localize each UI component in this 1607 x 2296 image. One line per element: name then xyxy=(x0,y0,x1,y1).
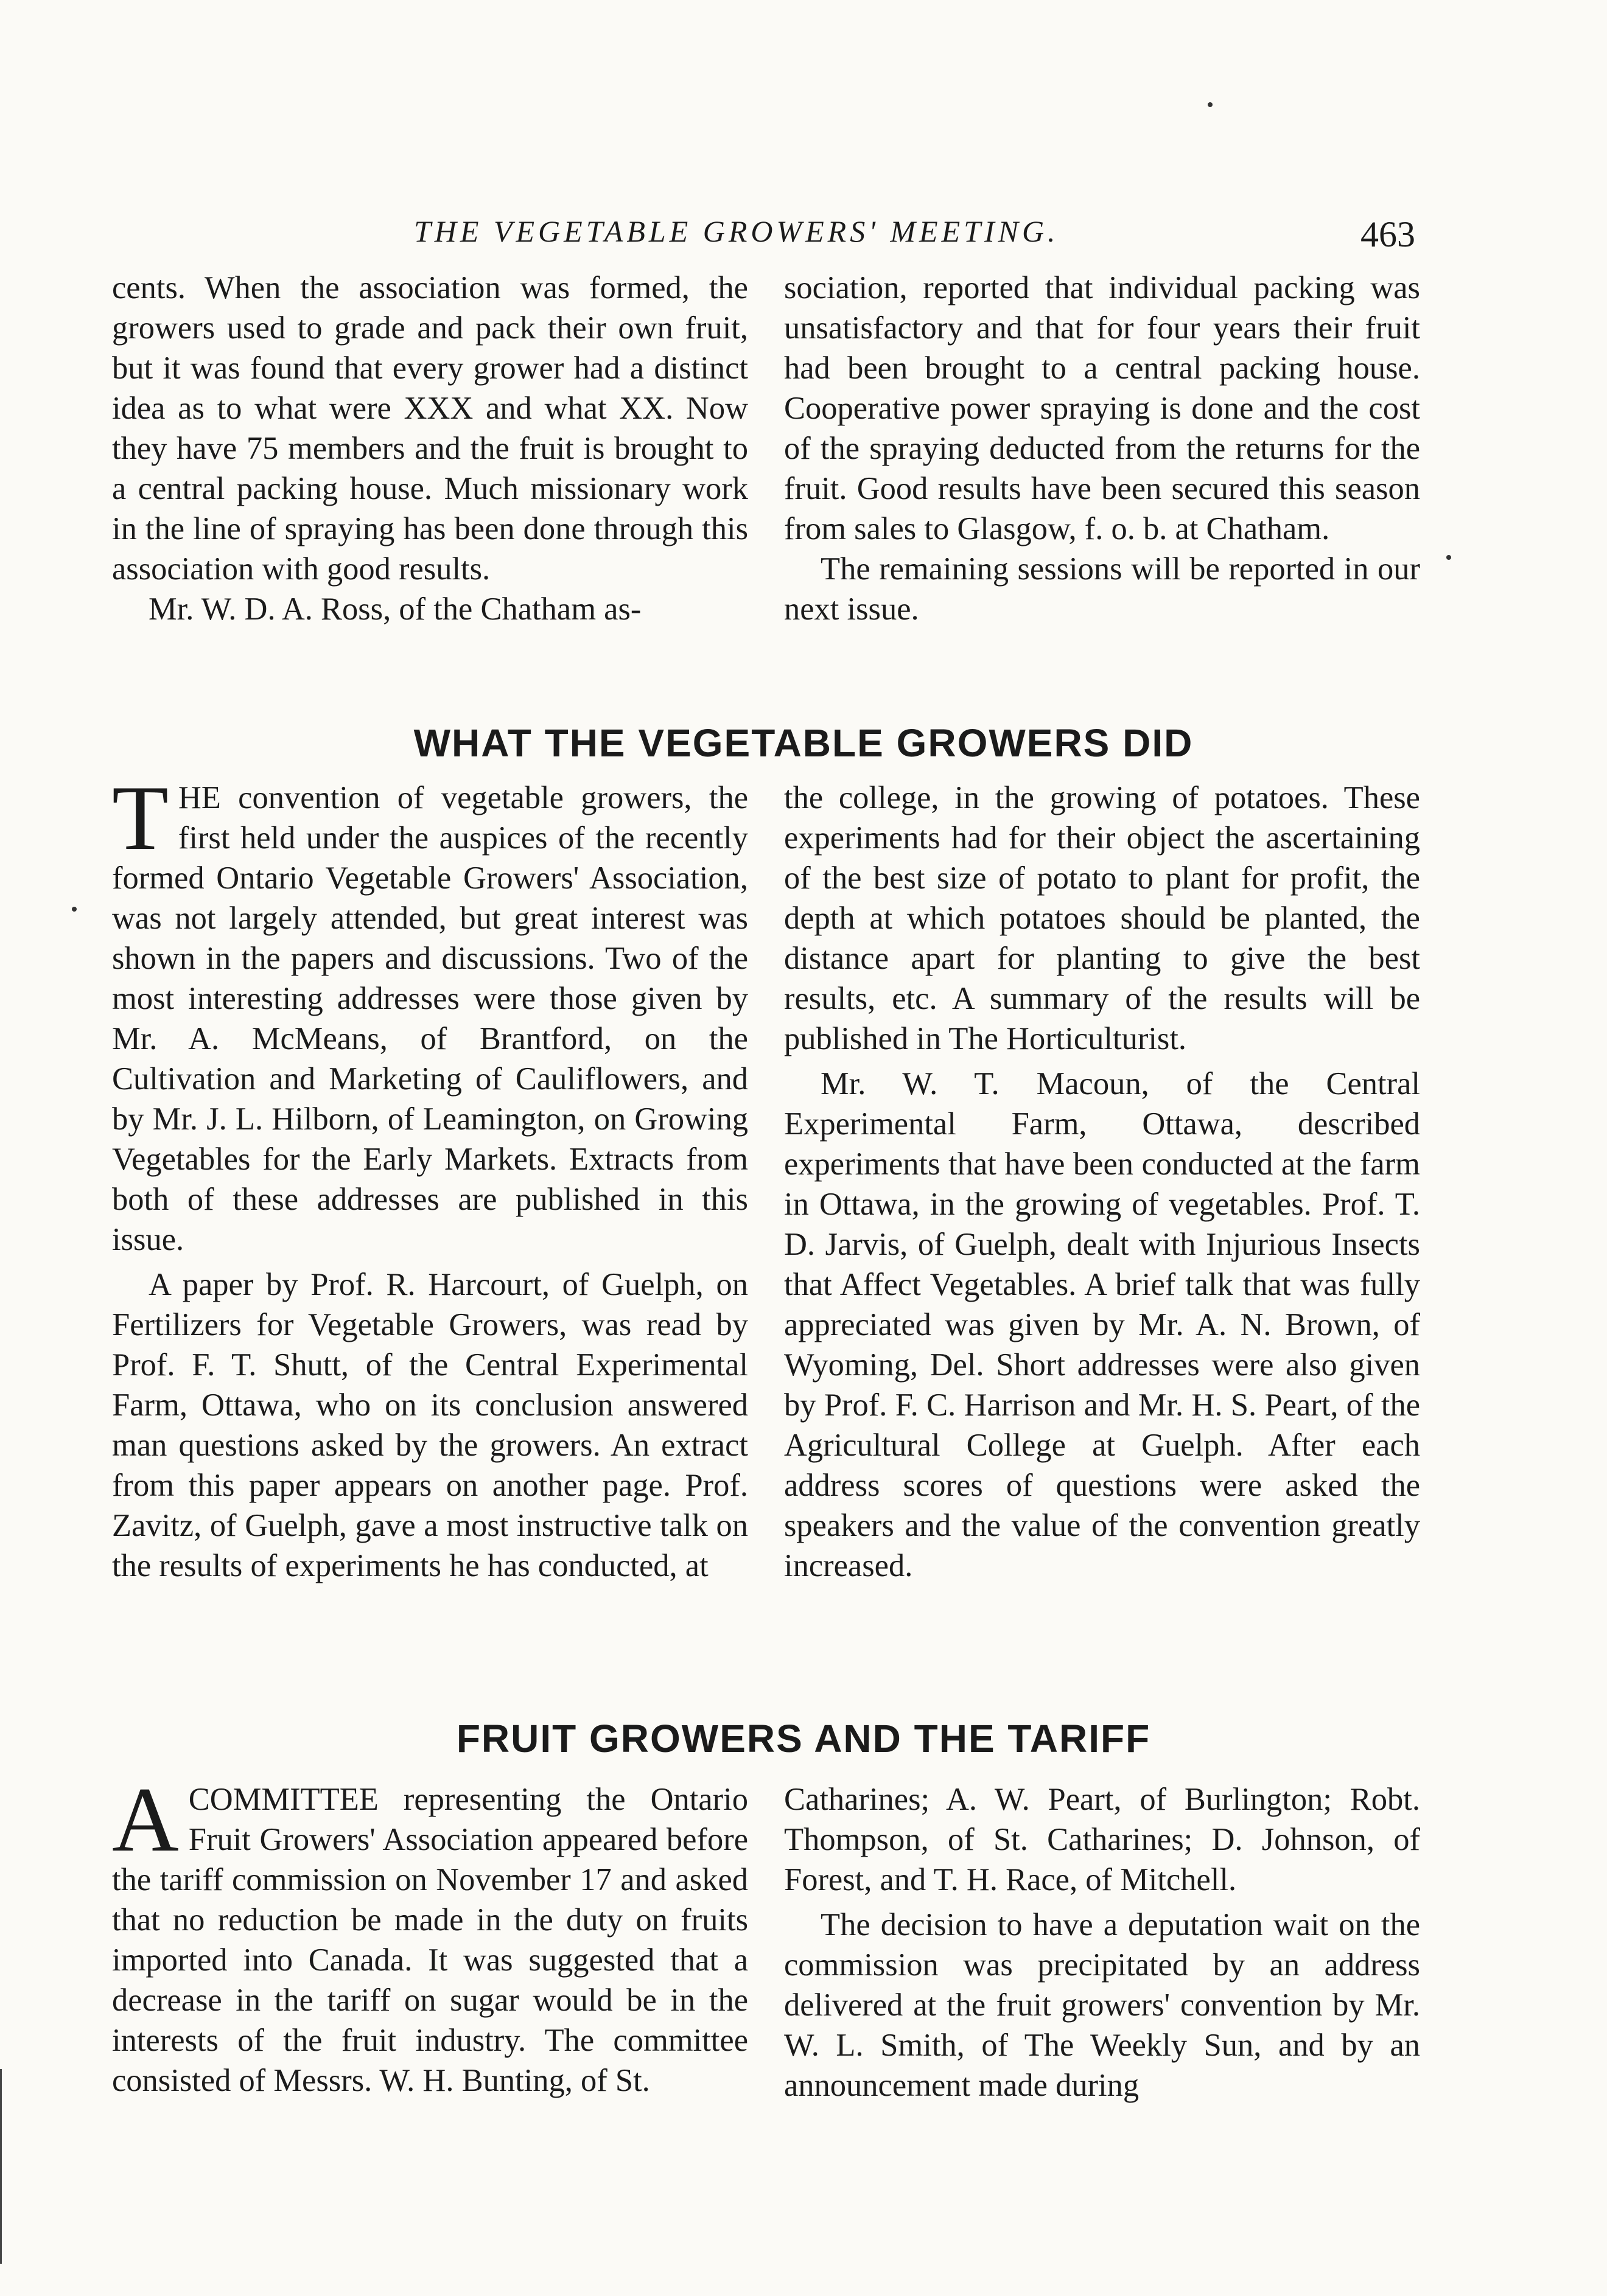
scan-speck xyxy=(1208,102,1213,107)
paragraph: The decision to have a deputation wait on the commission was precipitated by an address delivered at the fruit growers' convention by Mr. W. L. Smith, of The Weekly Sun, and by an announcement made during xyxy=(784,1907,1420,2103)
running-head xyxy=(0,207,1607,256)
paragraph: The remaining sessions will be reported in our next issue. xyxy=(784,551,1420,627)
paragraph: A paper by Prof. R. Harcourt, of Guelph, on Fertilizers for Vegetable Growers, was read by Prof. F. T. Shutt, of the Central Experimental Farm, Ottawa, who on its conclusion answered man questions asked by the growers. An extract from this paper appears on another page. Prof. Zavitz, of Guelph, gave a most instructive talk on the results of experiments he has conducted, at xyxy=(112,1267,748,1583)
paragraph-text: HE convention of vegetable growers, the first held under the auspices of the recently formed Ontario Vegetable Growers' Association, was not largely attended, but great interest was shown in the papers and discussions. Two of the most interesting addresses were those given by Mr. A. McMeans, of Brantford, on the Cultivation and Marketing of Cauliflowers, and by Mr. J. L. Hilborn, of Leamington, on Growing Vegetables for the Early Markets. Extracts from both of these addresses are published in this issue. xyxy=(112,780,748,1257)
continuation-right-column xyxy=(784,268,1420,629)
article2-right-column xyxy=(784,1779,1420,2106)
article1-right-column xyxy=(784,778,1420,1586)
paragraph: sociation, reported that individual packing was unsatisfactory and that for four years their fruit had been brought to a central packing house. Cooperative power spraying is done and the cost of the spraying deducted from the returns for the fruit. Good results have been secured this season from sales to Glasgow, f. o. b. at Chatham. xyxy=(784,270,1420,546)
scan-speck xyxy=(1446,555,1451,560)
running-title: THE VEGETABLE GROWERS' MEETING. xyxy=(414,214,1059,248)
paragraph-text: COMMITTEE representing the Ontario Fruit Growers' Association appeared before the tariff commission on November 17 and asked that no reduction be made in the duty on fruits imported into Canada. It was suggested that a decrease in the tariff on sugar would be in the interests of the fruit industry. The committee consisted of Messrs. W. H. Bunting, of St. xyxy=(112,1782,748,2098)
paragraph: Mr. W. D. A. Ross, of the Chatham as- xyxy=(149,591,642,627)
continuation-left-column xyxy=(112,268,748,629)
article1-left-column xyxy=(112,767,748,1586)
paragraph: cents. When the association was formed, the growers used to grade and pack their own fruit, but it was found that every grower had a distinct idea as to what were XXX and what XX. Now they have 75 members and the fruit is brought to a central packing house. Much missionary work in the line of spraying has been done through this association with good results. xyxy=(112,270,748,587)
paragraph xyxy=(112,767,748,1260)
paragraph: Catharines; A. W. Peart, of Burlington; Robt. Thompson, of St. Catharines; D. Johnson, of Forest, and T. H. Race, of Mitchell. xyxy=(784,1782,1420,1897)
dropcap: A xyxy=(112,1768,179,1871)
paragraph: the college, in the growing of potatoes. These experiments had for their object the ascertaining of the best size of potato to plant for profit, the depth at which potatoes should be planted, the distance apart for planting to give the best results, etc. A summary of the results will be published in The Horticulturist. xyxy=(784,780,1420,1056)
paragraph xyxy=(112,1768,748,2101)
scan-edge-line xyxy=(0,2069,2,2264)
headline-vegetable-growers: WHAT THE VEGETABLE GROWERS DID xyxy=(413,721,1194,765)
paragraph: Mr. W. T. Macoun, of the Central Experimental Farm, Ottawa, described experiments that have been conducted at the farm in Ottawa, in the growing of vegetables. Prof. T. D. Jarvis, of Guelph, dealt with Injurious Insects that Affect Vegetables. A brief talk that was fully appreciated was given by Mr. A. N. Brown, of Wyoming, Del. Short addresses were also given by Prof. F. C. Harrison and Mr. H. S. Peart, of the Agricultural College at Guelph. After each address scores of questions were asked the speakers and the value of the convention greatly increased. xyxy=(784,1066,1420,1583)
dropcap: T xyxy=(112,767,169,869)
article2-left-column xyxy=(112,1768,748,2101)
headline-fruit-growers-tariff: FRUIT GROWERS AND THE TARIFF xyxy=(456,1717,1151,1760)
page-number: 463 xyxy=(1360,214,1415,254)
scan-speck xyxy=(72,907,77,912)
